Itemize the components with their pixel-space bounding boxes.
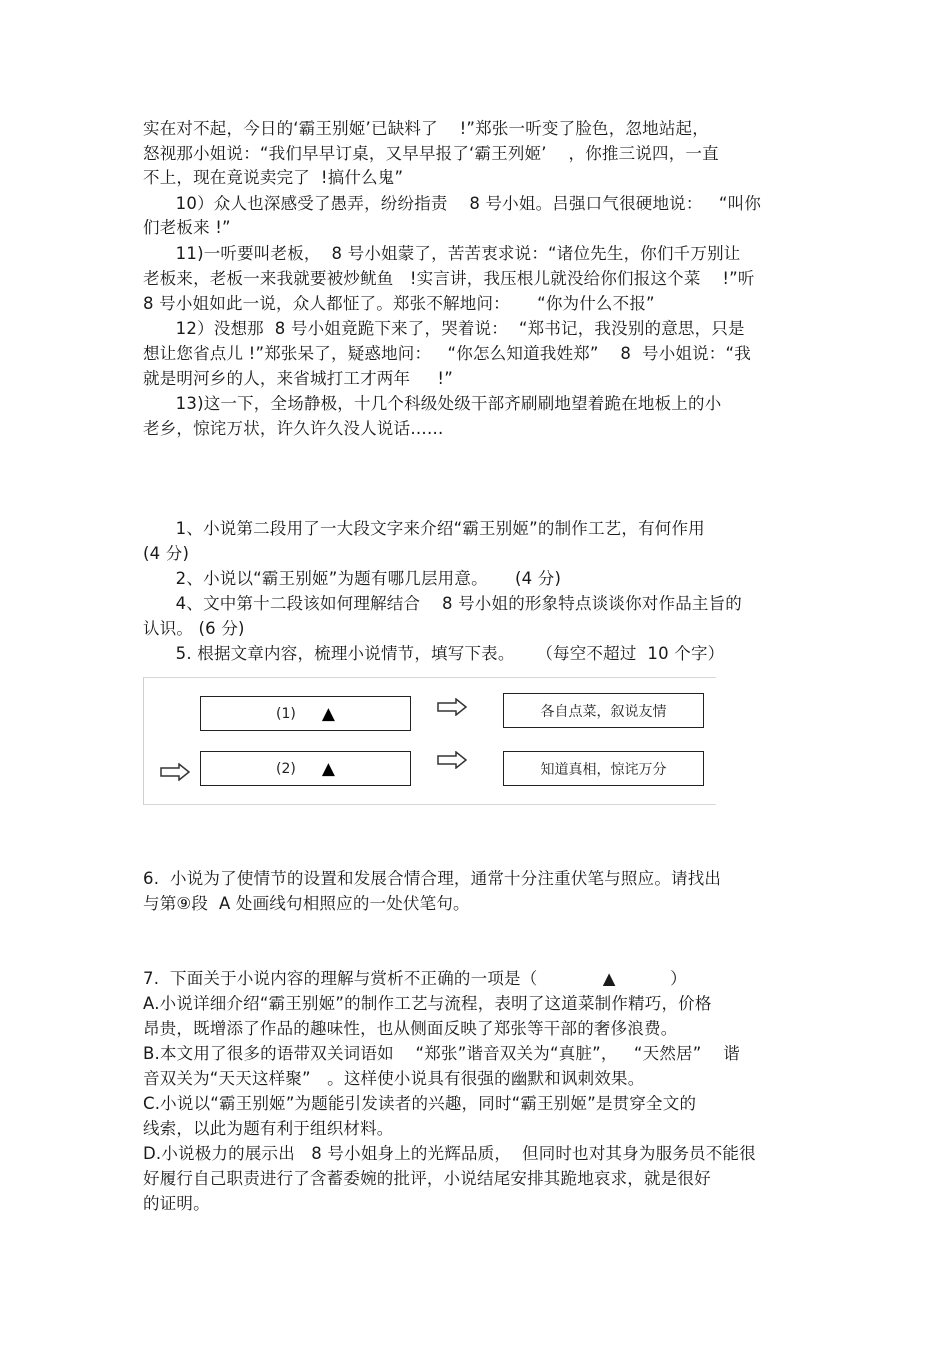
passage-line: 就是明河乡的人，来省城打工才两年 !” (143, 369, 453, 388)
right-arrow-icon (159, 763, 191, 781)
plot-box-2: 知道真相，惊诧万分 (503, 751, 704, 786)
question-4: 4、文中第十二段该如何理解结合 8 号小姐的形象特点谈谈你对作品主旨的 (143, 594, 742, 613)
passage-line: 怒视那小姐说：“我们早早订桌，又早早报了‘霸王列姬’ ，你推三说四，一直 (143, 144, 719, 163)
option-c-cont: 线索，以此为题有利于组织材料。 (143, 1119, 394, 1138)
option-b-cont: 音双关为“天天这样聚” 。这样使小说具有很强的幽默和讽刺效果。 (143, 1069, 645, 1088)
passage-line: 8 号小姐如此一说，众人都怔了。郑张不解地问： “你为什么不报” (143, 294, 655, 313)
blank-label-1: (1) (276, 705, 296, 722)
answer-triangle-1: ▲ (321, 703, 335, 724)
right-arrow-icon (436, 698, 468, 716)
option-d: D.小说极力的展示出 8 号小姐身上的光辉品质， 但同时也对其身为服务员不能很 (143, 1144, 756, 1163)
passage-line: 老乡，惊诧万状，许久许久没人说话…… (143, 419, 444, 438)
passage-line: 们老板来 !” (143, 218, 231, 237)
question-2: 2、小说以“霸王别姬”为题有哪几层用意。 (4 分) (143, 569, 562, 588)
option-b: B.本文用了很多的语带双关词语如 “郑张”谐音双关为“真脏”， “天然居” 谐 (143, 1044, 740, 1063)
passage-line: 13)这一下，全场静极，十几个科级处级干部齐刷刷地望着跪在地板上的小 (143, 394, 722, 413)
question-6-cont: 与第⑨段 A 处画线句相照应的一处伏笔句。 (143, 894, 470, 913)
question-7: 7. 下面关于小说内容的理解与赏析不正确的一项是（ ▲ ） (143, 969, 687, 988)
option-a-cont: 昂贵，既增添了作品的趣味性，也从侧面反映了郑张等干部的奢侈浪费。 (143, 1019, 678, 1038)
passage-line: 10）众人也深感受了愚弄，纷纷指责 8 号小姐。吕强口气很硬地说： “叫你 (143, 194, 762, 213)
passage-line: 想让您省点儿 !”郑张呆了，疑惑地问： “你怎么知道我姓郑” 8 号小姐说：“我 (143, 344, 751, 363)
question-6: 6. 小说为了使情节的设置和发展合情合理，通常十分注重伏笔与照应。请找出 (143, 869, 722, 888)
passage-line: 12）没想那 8 号小姐竟跪下来了，哭着说： “郑书记，我没别的意思，只是 (143, 319, 745, 338)
answer-triangle-2: ▲ (321, 758, 335, 779)
blank-box-2 (200, 751, 411, 786)
passage-line: 老板来，老板一来我就要被炒鱿鱼 !实言讲，我压根儿就没给你们报这个菜 !”听 (143, 269, 755, 288)
option-d-cont: 好履行自己职责进行了含蓄委婉的批评，小说结尾安排其跪地哀求，就是很好 (143, 1169, 711, 1188)
question-1-score: (4 分) (143, 544, 190, 563)
question-5: 5. 根据文章内容，梳理小说情节，填写下表。 （每空不超过 10 个字） (143, 644, 725, 663)
option-c: C.小说以“霸王别姬”为题能引发读者的兴趣，同时“霸王别姬”是贯穿全文的 (143, 1094, 697, 1113)
plot-flow-diagram (143, 677, 716, 805)
blank-box-1 (200, 696, 411, 731)
question-1: 1、小说第二段用了一大段文字来介绍“霸王别姬”的制作工艺，有何作用 (143, 519, 705, 538)
passage-line: 不上，现在竟说卖完了 !搞什么鬼” (143, 168, 404, 187)
passage-line: 11)一听要叫老板， 8 号小姐蒙了，苦苦衷求说：“诸位先生，你们千万别让 (143, 244, 741, 263)
blank-label-2: (2) (276, 760, 296, 777)
question-4-cont: 认识。 (6 分) (143, 619, 245, 638)
plot-box-1: 各自点菜，叙说友情 (503, 693, 704, 728)
option-a: A.小说详细介绍“霸王别姬”的制作工艺与流程，表明了这道菜制作精巧，价格 (143, 994, 712, 1013)
passage-line: 实在对不起，今日的‘霸王别姬’已缺料了 !”郑张一听变了脸色，忽地站起， (143, 119, 709, 138)
option-d-cont: 的证明。 (143, 1194, 210, 1213)
right-arrow-icon (436, 751, 468, 769)
